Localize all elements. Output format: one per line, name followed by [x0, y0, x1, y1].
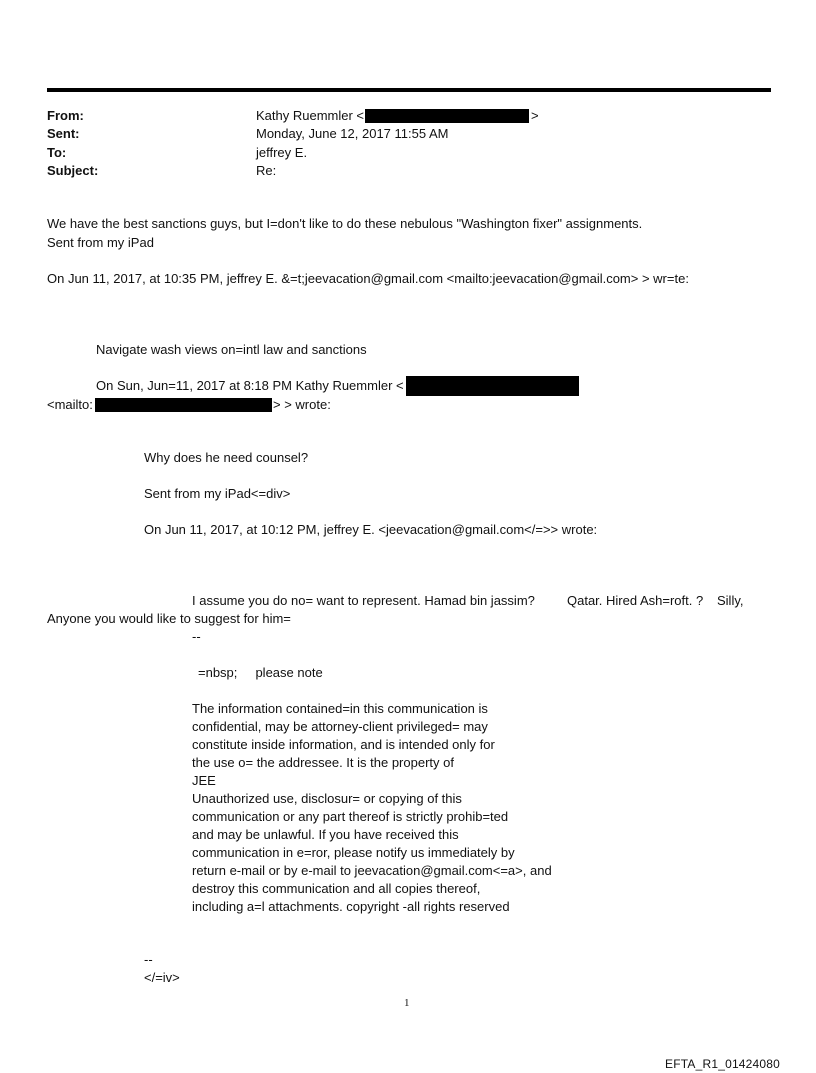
redaction-block	[365, 109, 529, 123]
disclaimer-line: communication in e=ror, please notify us immediately by	[192, 845, 515, 860]
body-line-1: We have the best sanctions guys, but I=don't like to do these nebulous "Washington fixer" assignments.	[47, 216, 643, 231]
header-rule	[47, 88, 771, 92]
sent-ipad-div-line: Sent from my iPad<=div>	[144, 486, 291, 501]
quote-header-2b-prefix: <mailto:	[47, 397, 93, 412]
navigate-line: Navigate wash views on=intl law and sanctions	[96, 342, 367, 357]
document-id: EFTA_R1_01424080	[665, 1057, 781, 1071]
from-label: From:	[47, 108, 84, 123]
disclaimer-line: constitute inside information, and is intended only for	[192, 737, 495, 752]
disclaimer-line: confidential, may be attorney-client privileged= may	[192, 719, 488, 734]
quote-header-2b-suffix: > > wrote:	[273, 397, 331, 412]
disclaimer-line: JEE	[192, 773, 216, 788]
sent-value: Monday, June 12, 2017 11:55 AM	[256, 126, 449, 141]
redaction-block	[95, 398, 272, 412]
subject-label: Subject:	[47, 163, 99, 178]
to-label: To:	[47, 145, 67, 160]
disclaimer-line: The information contained=in this communication is	[192, 701, 488, 716]
disclaimer-line: destroy this communication and all copies thereof,	[192, 881, 481, 896]
subject-value: Re:	[256, 163, 277, 178]
disclaimer-line: including a=l attachments. copyright -all rights reserved	[192, 899, 510, 914]
why-line: Why does he need counsel?	[144, 450, 309, 465]
nbsp-note-line: =nbsp; please note	[198, 665, 323, 680]
disclaimer-line: the use o= the addressee. It is the property of	[192, 755, 454, 770]
anyone-line: Anyone you would like to suggest for him=	[47, 611, 291, 626]
quote-header-1: On Jun 11, 2017, at 10:35 PM, jeffrey E. &=t;jeevacation@gmail.com <mailto:jeevacation@gmail.com> > wr=te:	[47, 271, 689, 286]
dash-line-2: --	[144, 952, 153, 967]
body-line-2: Sent from my iPad	[47, 235, 154, 250]
sent-label: Sent:	[47, 126, 80, 141]
qatar-line: Qatar. Hired Ash=roft. ?	[567, 593, 704, 608]
from-value: Kathy Ruemmler <	[256, 108, 365, 123]
page-number: 1	[404, 997, 410, 1009]
disclaimer-line: communication or any part thereof is strictly prohib=ted	[192, 809, 509, 824]
quote-header-2a: On Sun, Jun=11, 2017 at 8:18 PM Kathy Ruemmler <	[96, 378, 404, 393]
redaction-block	[406, 376, 579, 396]
end-div-line: </=iv>	[144, 970, 180, 985]
disclaimer-line: Unauthorized use, disclosur= or copying of this	[192, 791, 462, 806]
dash-line-1: --	[192, 629, 201, 644]
assume-line: I assume you do no= want to represent. Hamad bin jassim?	[192, 593, 535, 608]
from-value-close: >	[531, 108, 539, 123]
quote-header-3: On Jun 11, 2017, at 10:12 PM, jeffrey E. <jeevacation@gmail.com</=>> wrote:	[144, 522, 598, 537]
disclaimer-line: and may be unlawful. If you have received this	[192, 827, 459, 842]
disclaimer-line: return e-mail or by e-mail to jeevacation@gmail.com<=a>, and	[192, 863, 552, 878]
silly-line: Silly,	[717, 593, 744, 608]
to-value: jeffrey E.	[256, 145, 308, 160]
